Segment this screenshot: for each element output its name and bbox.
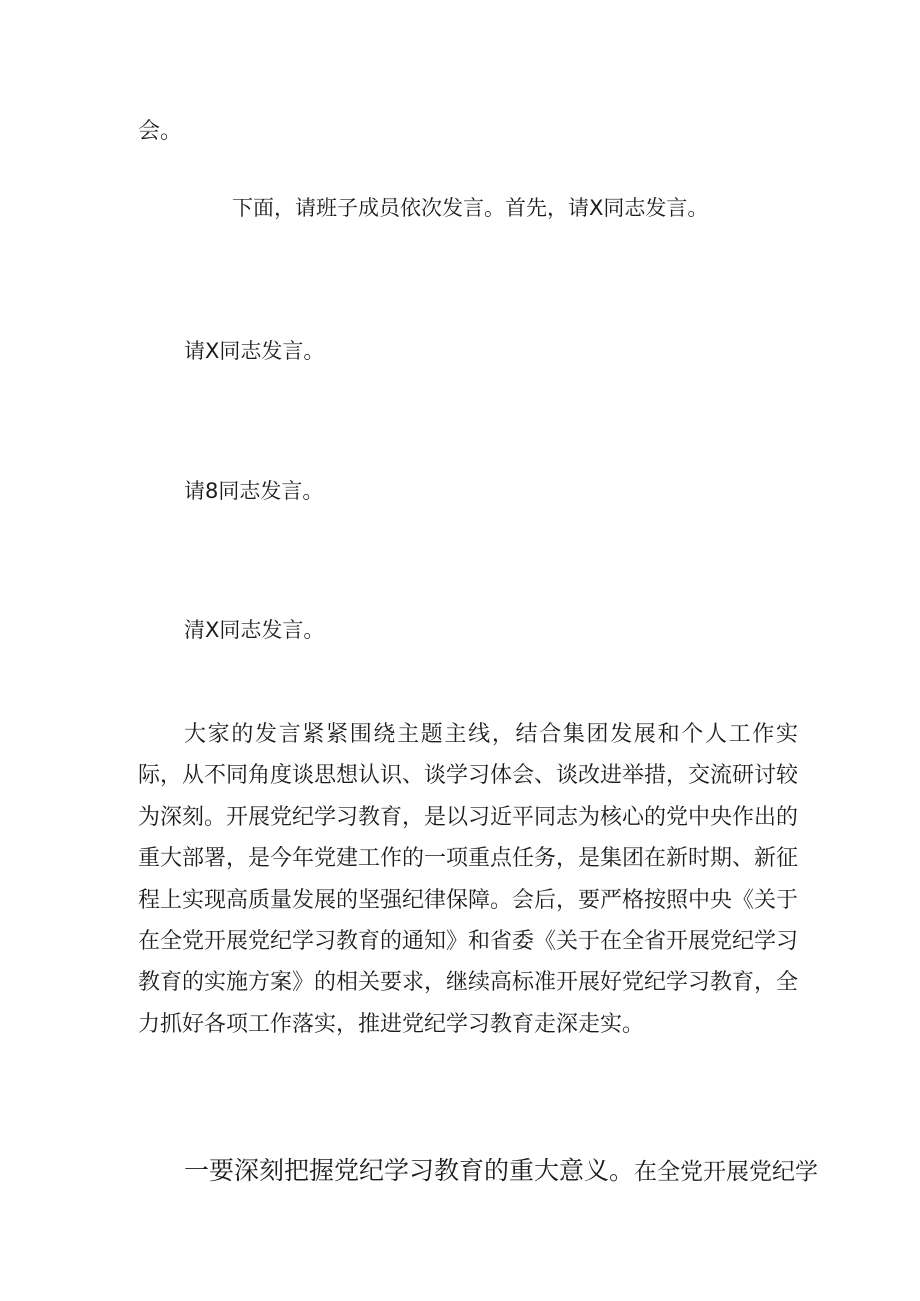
point-one-text: 在全党开展党纪学	[634, 1159, 819, 1185]
speaker-line-1: 请X同志发言。	[184, 339, 325, 363]
speaker-line-2: 请8同志发言。	[184, 479, 324, 503]
intro-paragraph: 下面，请班子成员依次发言。首先，请X同志发言。	[232, 196, 709, 220]
continuation-text: 会。	[138, 119, 183, 144]
summary-paragraph: 大家的发言紧紧围绕主题主线，结合集团发展和个人工作实际，从不同角度谈思想认识、谈学习体会、谈改进举措，交流研讨较为深刻。开展党纪学习教育，是以习近平同志为核心的党中央作出的重大部署，是今年党建工作的一项重点任务，是集团在新时期、新征程上实现高质量发展的坚强纪律保障。会后，要严格按照中央《关于在全党开展党纪学习教育的通知》和省委《关于在全省开展党纪学习教育的实施方案》的相关要求，继续高标准开展好党纪学习教育，全力抓好各项工作落实，推进党纪学习教育走深走实。	[138, 722, 799, 1037]
point-one-line	[184, 1153, 819, 1190]
speaker-line-3: 清X同志发言。	[184, 618, 325, 642]
point-one-heading: 一要深刻把握党纪学习教育的重大意义。	[184, 1156, 635, 1185]
